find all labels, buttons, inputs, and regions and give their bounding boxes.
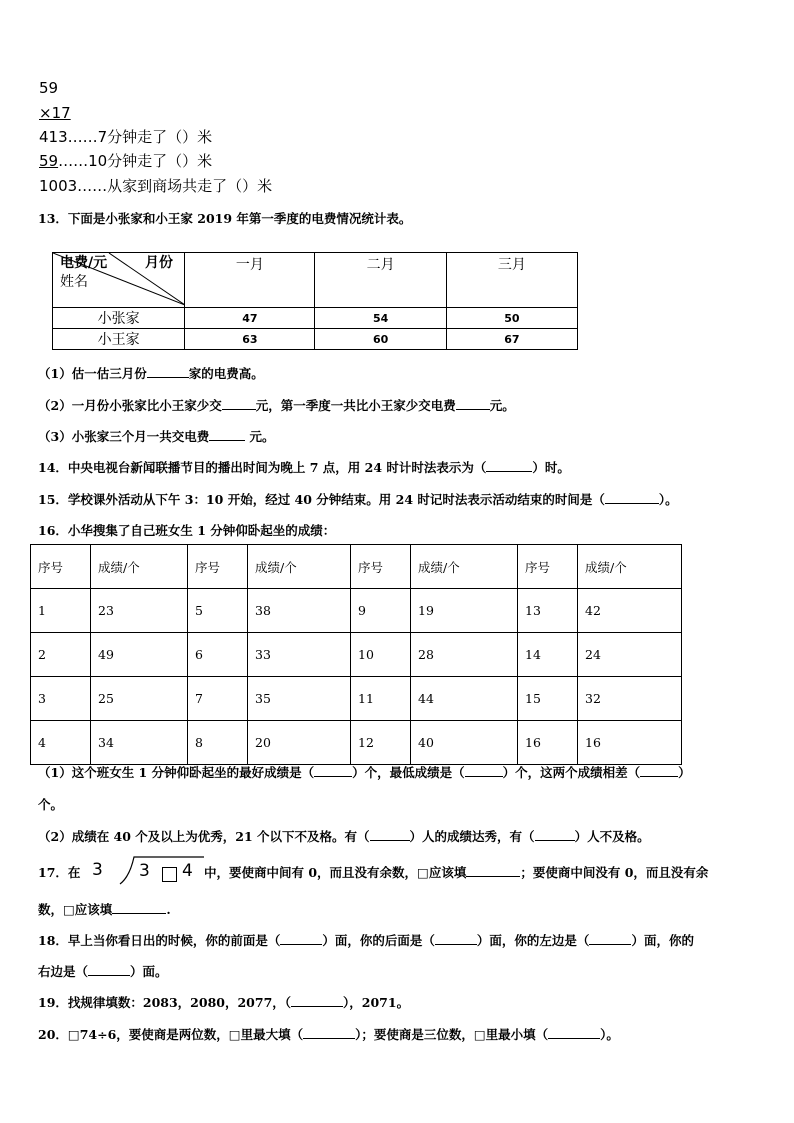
q16-sub1-text-mid: ）个，最低成绩是（ [352,765,465,780]
q17-text-b: ；要使商中间没有 0，而且没有余 [520,865,709,880]
calc-line-590-num: 59 [39,152,59,170]
fee-cell: 67 [446,329,577,350]
table-cell: 16 [578,721,682,765]
table-cell: 24 [578,633,682,677]
answer-blank[interactable] [589,932,631,945]
table-cell: 16 [518,721,578,765]
table-cell: 28 [411,633,518,677]
table-cell: 25 [91,677,188,721]
header-cell: 成绩/个 [248,545,351,589]
table-cell: 40 [411,721,518,765]
header-cell: 成绩/个 [91,545,188,589]
q13-title: 13．下面是小张家和小王家 2019 年第一季度的电费情况统计表。 [38,211,412,226]
answer-blank[interactable] [605,491,659,504]
header-cell: 序号 [351,545,411,589]
answer-blank[interactable] [88,963,130,976]
answer-blank[interactable] [112,901,166,914]
table-cell: 13 [518,589,578,633]
table-cell: 9 [351,589,411,633]
header-cell: 序号 [518,545,578,589]
answer-blank[interactable] [548,1026,600,1039]
q16-sub1 [38,763,691,781]
answer-blank[interactable] [280,932,322,945]
missing-digit-box[interactable] [159,865,180,884]
answer-blank[interactable] [370,828,410,841]
table-cell: 19 [411,589,518,633]
table-cell: 15 [518,677,578,721]
row-name: 小张家 [53,308,185,329]
table-cell: 12 [351,721,411,765]
q13-sub1 [38,364,264,382]
q15-text-end: ）。 [658,492,678,507]
q13-sub3 [38,427,275,445]
corner-month-label: 月份 [145,255,173,271]
q20 [38,1025,619,1043]
divisor: 3 [92,860,103,880]
table-row [31,589,682,633]
table-cell: 33 [248,633,351,677]
answer-blank[interactable] [456,397,490,410]
box-icon [162,867,177,882]
q15 [38,490,678,508]
dividend-digit: 4 [182,861,193,881]
q13-sub2-text-mid: 元，第一季度一共比小王家少交电费 [255,398,456,413]
calc-line-multiplier: ×17 [39,104,71,122]
q20-text-a: 20．□74÷6，要使商是两位数，□里最大填（ [38,1027,304,1042]
answer-blank[interactable] [303,1026,355,1039]
table-cell: 32 [578,677,682,721]
q16-sub2-text: （2）成绩在 40 个及以上为优秀，21 个以下不及格。有（ [38,829,370,844]
month-header: 二月 [315,253,446,308]
calc-line-1003: 1003……从家到商场共走了（）米 [39,177,273,195]
answer-blank[interactable] [291,994,343,1007]
table-row [31,633,682,677]
q17-prefix: 17．在 [38,865,81,880]
table-cell: 42 [578,589,682,633]
q14-text-end: ）时。 [532,460,570,475]
q16-sub2-text-mid: ）人的成绩达秀，有（ [409,829,535,844]
answer-blank[interactable] [314,764,352,777]
q18-text-f: ）面。 [130,964,168,979]
q16-title: 16．小华搜集了自己班女生 1 分钟仰卧起坐的成绩： [38,523,336,538]
table-cell: 5 [188,589,248,633]
q19 [38,993,409,1011]
answer-blank[interactable] [209,428,245,441]
table-cell: 8 [188,721,248,765]
calc-line-590-text: ……10分钟走了（）米 [58,152,213,170]
q13-sub2 [38,396,515,414]
answer-blank[interactable] [486,459,532,472]
q16-sub1-cont: 个。 [38,797,64,812]
q14 [38,458,570,476]
answer-blank[interactable] [640,764,678,777]
q18-text-c: ）面，你的左边是（ [476,933,590,948]
q17-text-c: 数，□应该填 [38,902,113,917]
q13-sub1-text: （1）估一估三月份 [38,366,147,381]
q13-sub3-text: （3）小张家三个月一共交电费 [38,429,210,444]
answer-blank[interactable] [147,365,189,378]
table-cell: 6 [188,633,248,677]
q17-text [204,863,708,881]
q19-text-b: ），2071。 [343,995,410,1010]
corner-fee-label: 电费/元 [60,255,108,271]
table-cell: 20 [248,721,351,765]
table-cell: 2 [31,633,91,677]
q16-sub1-text: （1）这个班女生 1 分钟仰卧起坐的最好成绩是（ [38,765,315,780]
dividend-digit: 3 [139,861,150,881]
table-cell: 7 [188,677,248,721]
table-cell: 49 [91,633,188,677]
table-row [31,721,682,765]
month-header: 一月 [185,253,315,308]
table-row [53,329,578,350]
answer-blank[interactable] [465,764,503,777]
q14-text: 14．中央电视台新闻联播节目的播出时间为晚上 7 点，用 24 时计时法表示为（ [38,460,487,475]
header-cell: 成绩/个 [578,545,682,589]
table-cell: 11 [351,677,411,721]
header-cell: 成绩/个 [411,545,518,589]
table-cell: 38 [248,589,351,633]
q17-text-a: 中，要使商中间有 0，而且没有余数，□应该填 [204,865,467,880]
fee-cell: 47 [185,308,315,329]
q18-text-e: 右边是（ [38,964,89,979]
table-cell: 34 [91,721,188,765]
table-cell: 3 [31,677,91,721]
fee-cell: 60 [315,329,446,350]
q20-text-c: ）。 [600,1027,619,1042]
table-cell: 23 [91,589,188,633]
q13-sub3-text-end: 元。 [245,429,275,444]
table-header-row [31,545,682,589]
q17-text-d: . [166,902,171,917]
q19-text-a: 19．找规律填数：2083，2080，2077，（ [38,995,292,1010]
table-row [53,308,578,329]
calc-line-590 [39,151,212,171]
long-division-figure [86,854,204,888]
q15-text: 15．学校课外活动从下午 3：10 开始，经过 40 分钟结束。用 24 时记时法表示活动结束的时间是（ [38,492,605,507]
table-cell: 44 [411,677,518,721]
situp-table [30,544,682,765]
fee-cell: 50 [446,308,577,329]
calc-line-413: 413……7分钟走了（）米 [39,128,213,146]
fee-cell: 63 [185,329,315,350]
answer-blank[interactable] [466,864,520,877]
q20-text-b: ）；要使商是三位数，□里最小填（ [355,1027,549,1042]
q16-sub2 [38,827,650,845]
fee-cell: 54 [315,308,446,329]
q16-sub1-text-end: ） [678,765,691,780]
q18-cont [38,962,168,980]
corner-cell [53,253,185,308]
header-cell: 序号 [31,545,91,589]
header-cell: 序号 [188,545,248,589]
table-cell: 4 [31,721,91,765]
corner-name-label: 姓名 [60,274,88,290]
q18 [38,931,694,949]
electricity-table [52,252,578,350]
table-cell: 10 [351,633,411,677]
calc-line-59: 59 [39,79,59,97]
table-cell: 14 [518,633,578,677]
q13-sub2-text: （2）一月份小张家比小王家少交 [38,398,222,413]
table-cell: 1 [31,589,91,633]
answer-blank[interactable] [435,932,477,945]
q17-cont [38,900,171,918]
q16-sub2-text-end: ）人不及格。 [574,829,650,844]
q16-sub1-text-mid2: ）个，这两个成绩相差（ [502,765,641,780]
q18-text-b: ）面，你的后面是（ [322,933,435,948]
row-name: 小王家 [53,329,185,350]
answer-blank[interactable] [222,397,256,410]
month-header: 三月 [446,253,577,308]
q18-text-d: ）面，你的 [631,933,694,948]
q13-sub1-text-end: 家的电费高。 [188,366,264,381]
table-row [31,677,682,721]
table-cell: 35 [248,677,351,721]
answer-blank[interactable] [535,828,575,841]
q18-text-a: 18．早上当你看日出的时候，你的前面是（ [38,933,281,948]
q13-sub2-text-end: 元。 [489,398,515,413]
